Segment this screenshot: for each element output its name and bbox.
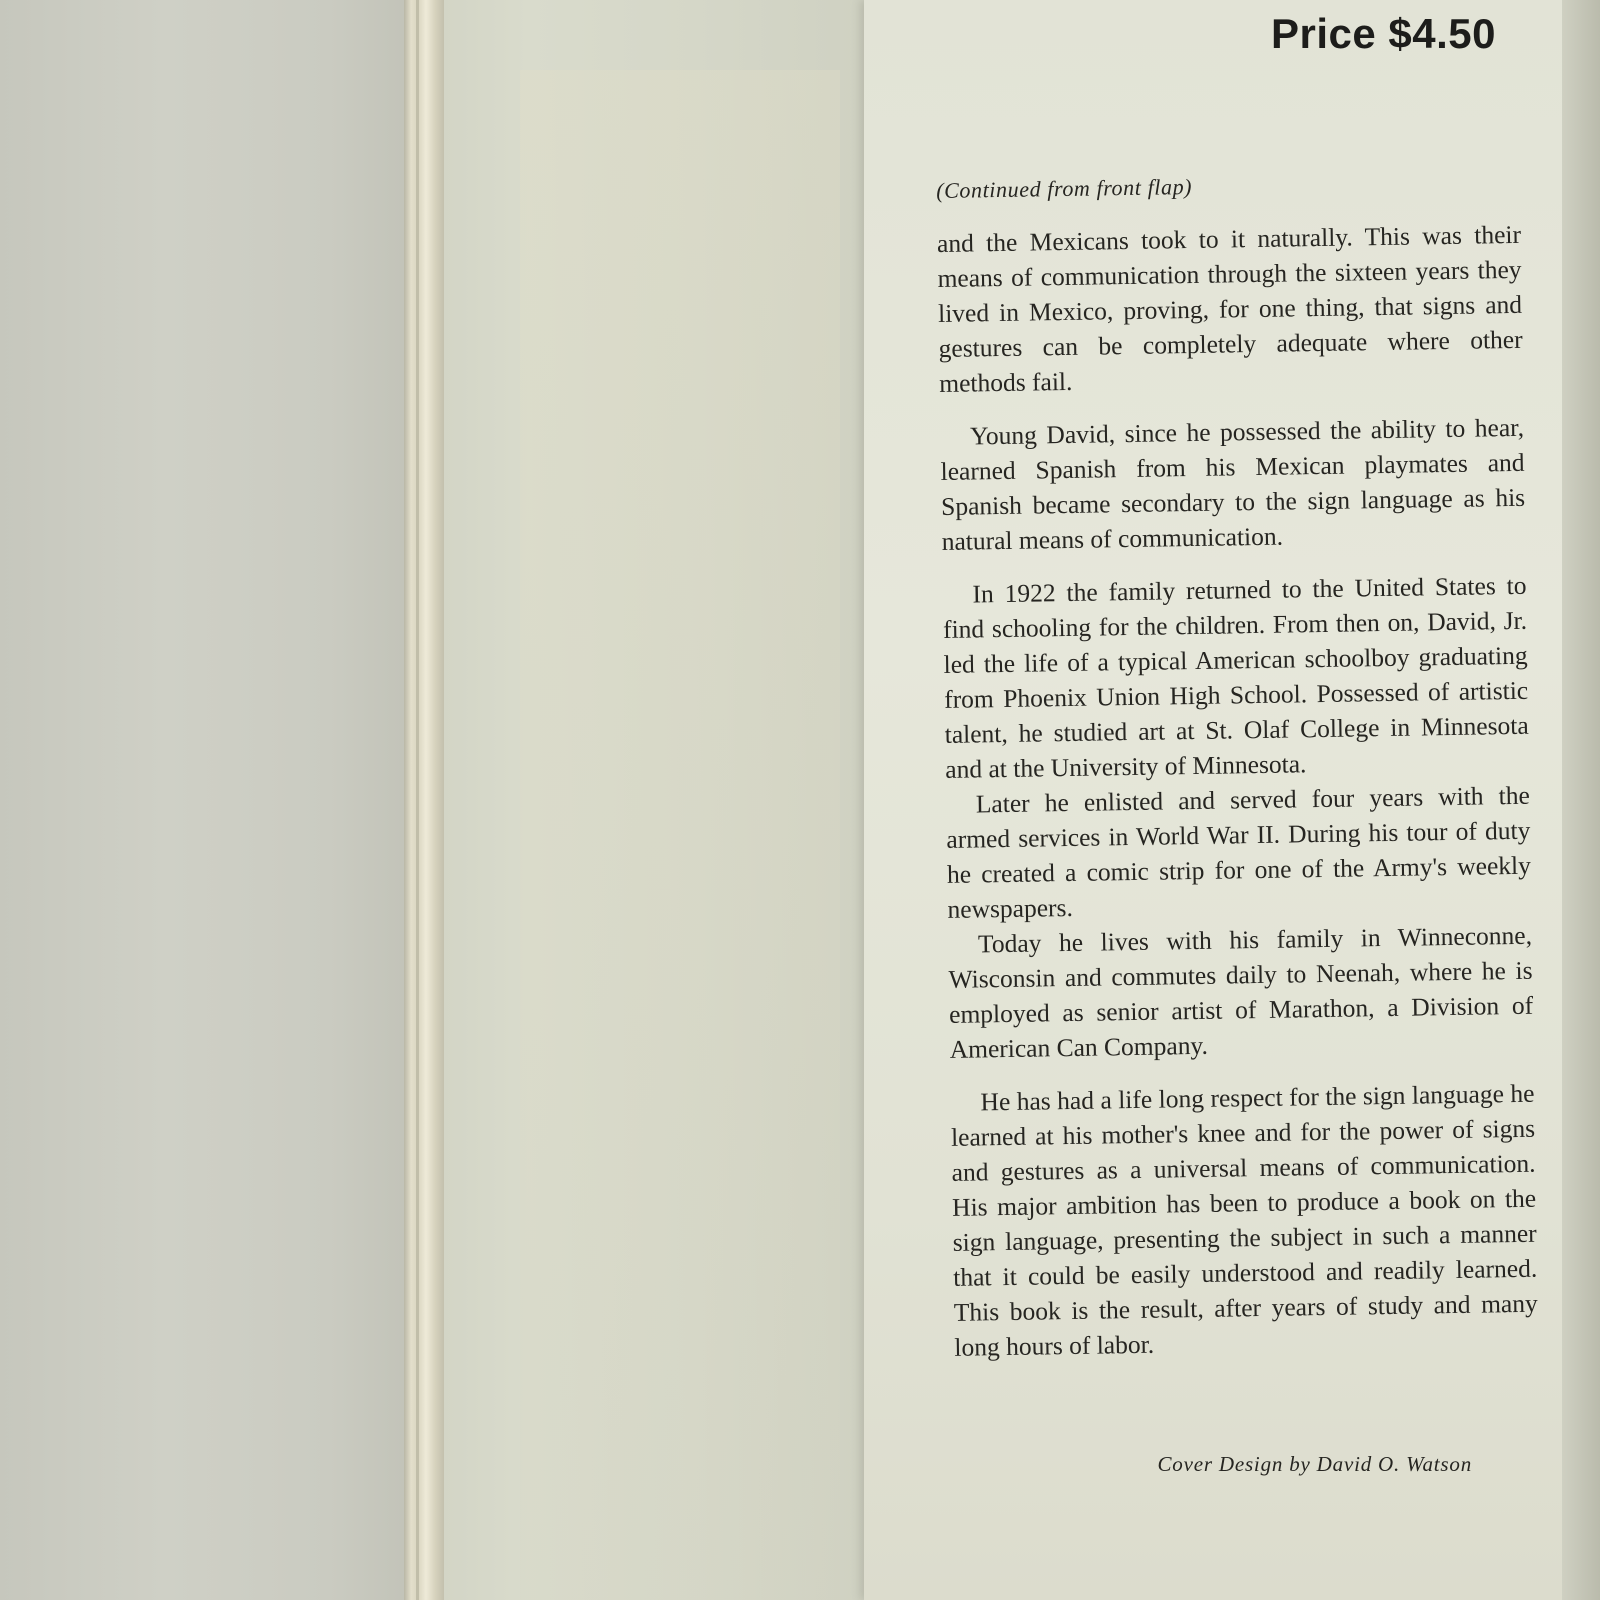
hinge-crease <box>416 0 419 1600</box>
flap-paragraph: Young David, since he possessed the ability to hear, learned Spanish from his Mexican playmates and Spanish became secondary to the sign language as his natural means of communication. <box>940 412 1526 556</box>
jacket-torn-edge <box>1562 0 1600 1600</box>
cover-design-credit: Cover Design by David O. Watson <box>1157 1452 1472 1476</box>
book-hinge <box>404 0 444 1600</box>
flap-paragraph: Today he lives with his family in Winneconne, Wisconsin and commutes daily to Neenah, where he is employed as senior artist of Marathon, a Division of American Can Company. <box>948 920 1534 1064</box>
flap-paragraph: He has had a life long respect for the sign language he learned at his mother's knee and for the power of signs and gestures as a universal means of communication. His major ambition has been to produce a book on the sign language, presenting the subject in such a manner that it could be easily understood and readily learned. This book is the result, after years of study and many long hours of labor. <box>950 1078 1538 1362</box>
paper-discoloration <box>520 70 840 1600</box>
endpaper-left-page <box>0 0 412 1600</box>
continued-note: (Continued from front flap) <box>936 173 1193 203</box>
flap-paragraph: and the Mexicans took to it naturally. This was their means of communication through the sixteen years they lived in Mexico, proving, for one thing, that signs and gestures can be completely adequate where other methods fail. <box>936 219 1523 398</box>
flap-text-block <box>936 169 1539 1383</box>
price-label: Price $4.50 <box>1270 10 1496 57</box>
flap-paragraph: Later he enlisted and served four years with the armed services in World War II. During his tour of duty he created a comic strip for one of the Army's weekly newspapers. <box>946 780 1532 924</box>
flap-paragraph: In 1922 the family returned to the United States to find schooling for the children. From then on, David, Jr. led the life of a typical American schoolboy graduating from Phoenix Union High School. Possessed of artistic talent, he studied art at St. Olaf College in Minnesota and at the University of Minnesota. <box>942 570 1529 784</box>
